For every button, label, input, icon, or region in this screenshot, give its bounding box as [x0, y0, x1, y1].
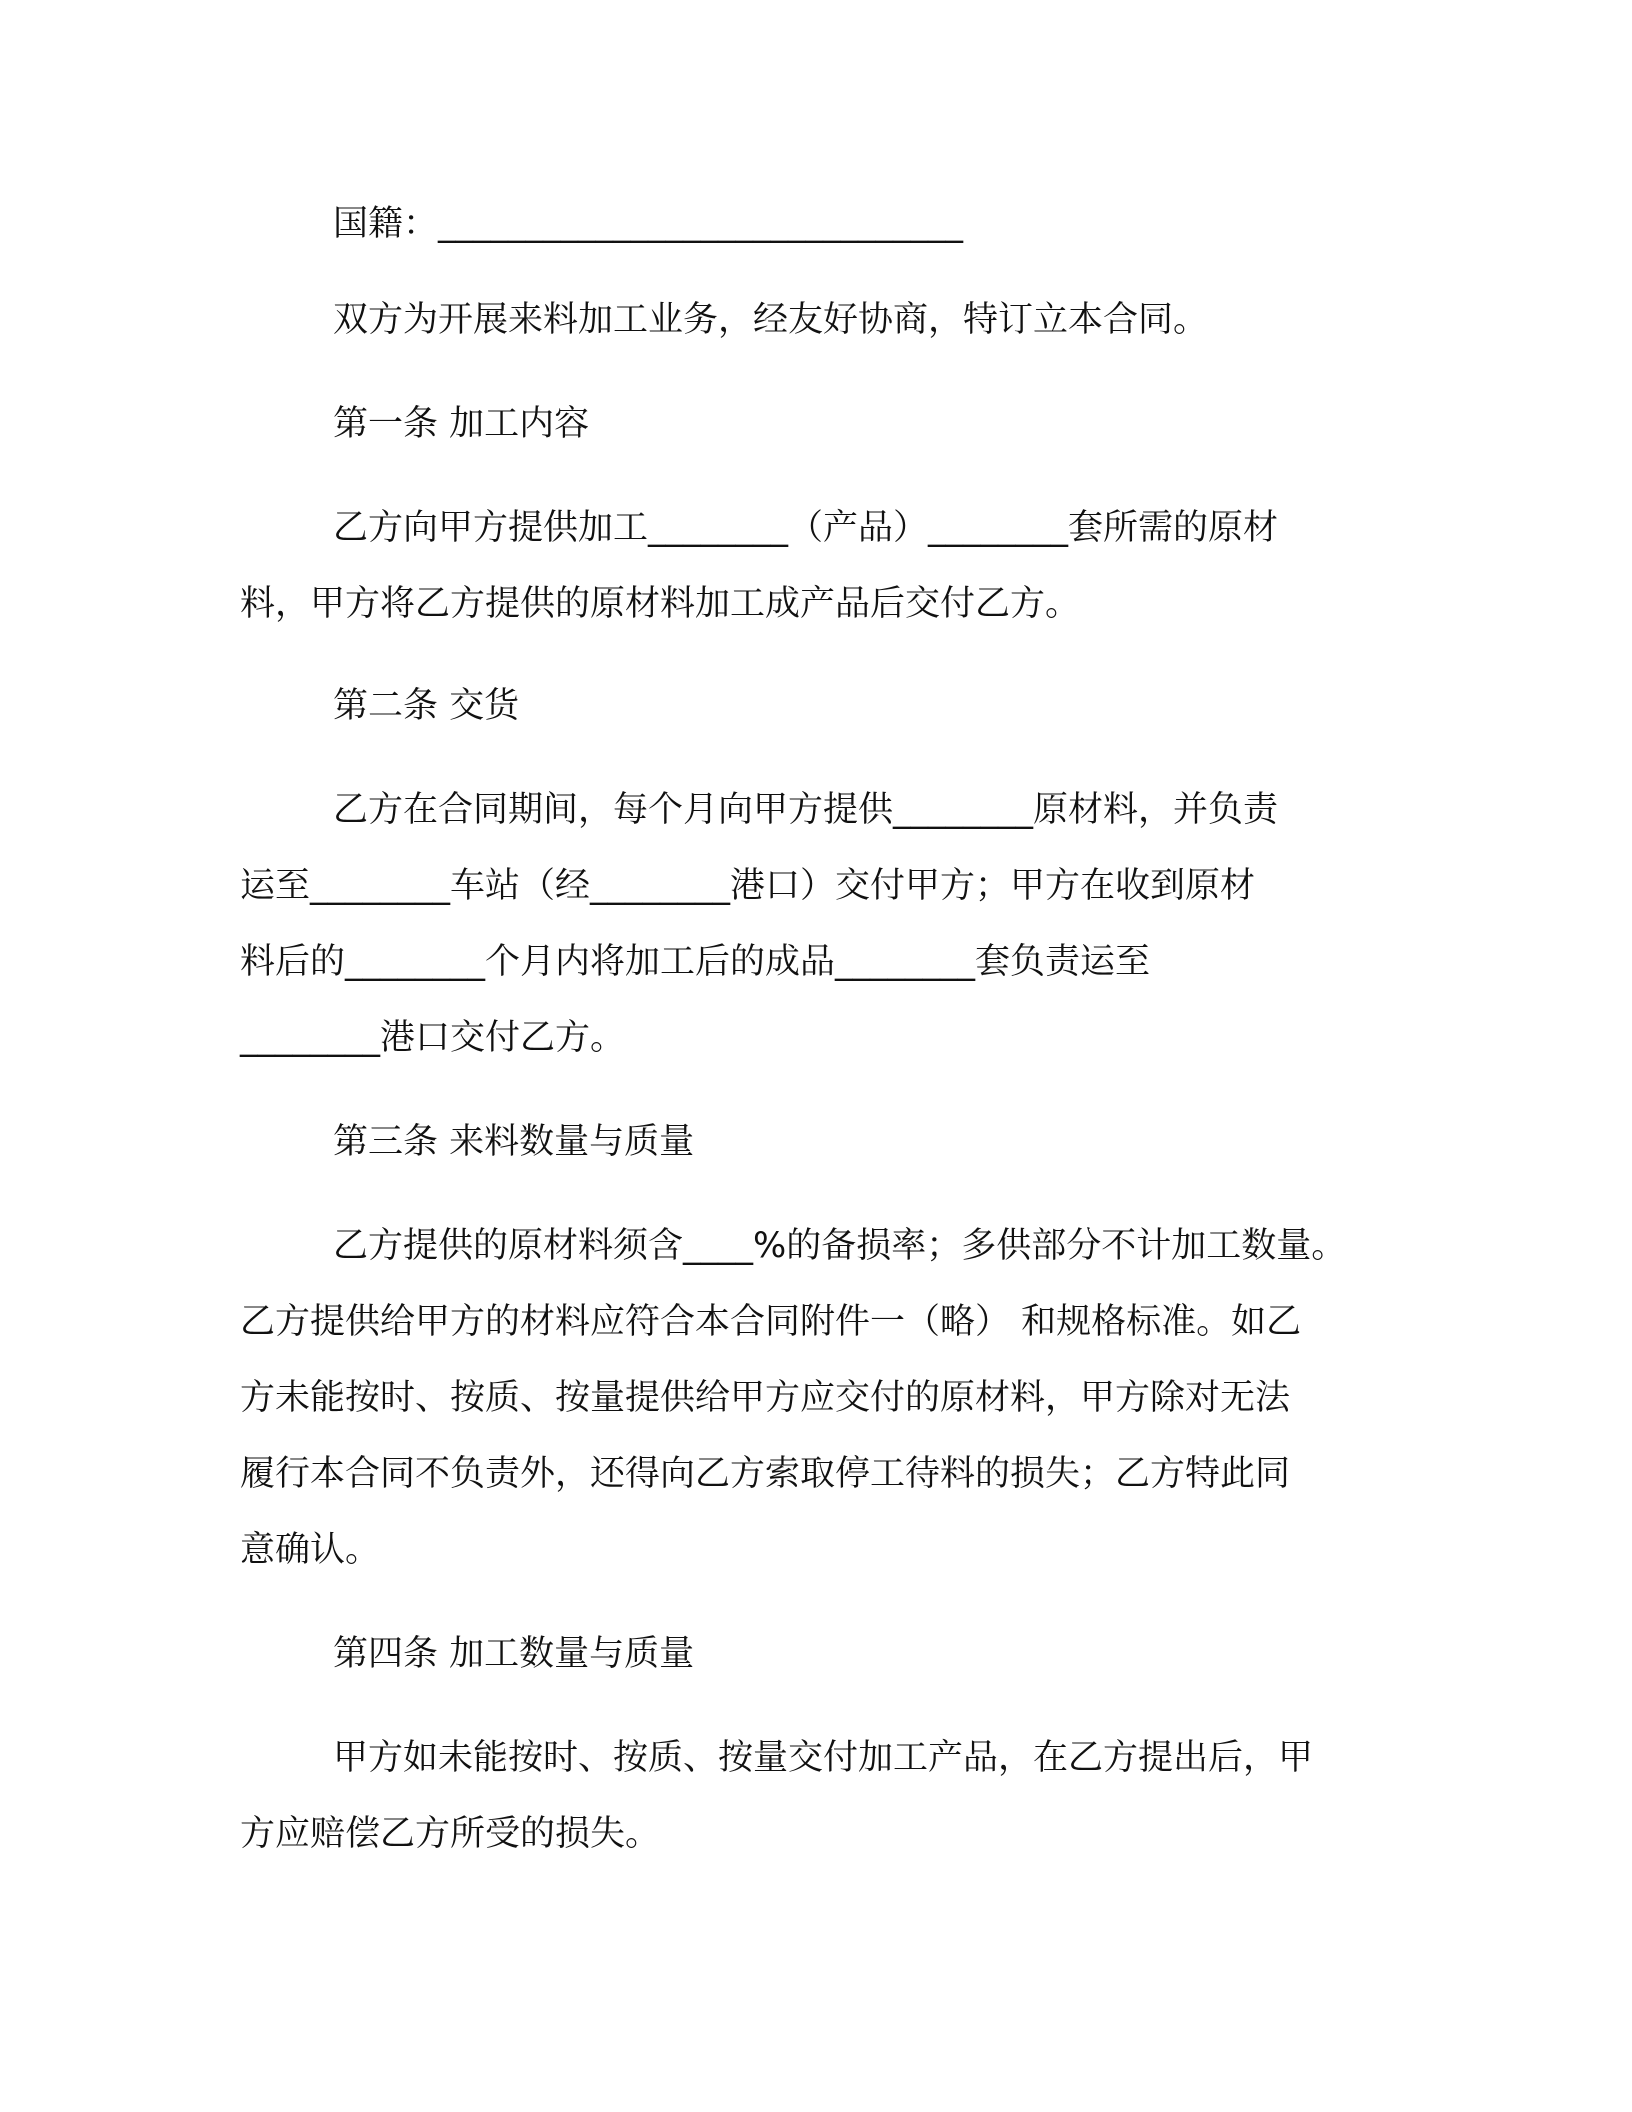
article-1-text-line-2: 料，甲方将乙方提供的原材料加工成产品后交付乙方。 — [240, 584, 1081, 624]
article-4-text-line-1: 甲方如未能按时、按质、按量交付加工产品，在乙方提出后，甲 — [333, 1738, 1314, 1778]
article-4-heading: 第四条 加工数量与质量 — [333, 1634, 695, 1674]
article-2-heading: 第二条 交货 — [333, 686, 520, 726]
article-1-text-line-1: 乙方向甲方提供加工________（产品）________套所需的原材 — [333, 508, 1279, 548]
article-3-text-line-4: 履行本合同不负责外，还得向乙方索取停工待料的损失；乙方特此同 — [240, 1454, 1291, 1494]
article-3-heading: 第三条 来料数量与质量 — [333, 1122, 695, 1162]
article-2-text-line-1: 乙方在合同期间，每个月向甲方提供________原材料，并负责 — [333, 790, 1279, 830]
preamble-text: 双方为开展来料加工业务，经友好协商，特订立本合同。 — [333, 300, 1209, 340]
article-3-text-line-1: 乙方提供的原材料须含____%的备损率；多供部分不计加工数量。 — [333, 1226, 1347, 1266]
article-2-text-line-3: 料后的________个月内将加工后的成品________套负责运至 — [240, 942, 1151, 982]
article-3-text-line-3: 方未能按时、按质、按量提供给甲方应交付的原材料，甲方除对无法 — [240, 1378, 1291, 1418]
article-2-text-line-4: ________港口交付乙方。 — [240, 1018, 626, 1058]
article-1-heading: 第一条 加工内容 — [333, 404, 590, 444]
article-4-text-line-2: 方应赔偿乙方所受的损失。 — [240, 1814, 661, 1854]
article-3-text-line-5: 意确认。 — [240, 1530, 381, 1570]
article-2-text-line-2: 运至________车站（经________港口）交付甲方；甲方在收到原材 — [240, 866, 1256, 906]
nationality-field-line: 国籍：______________________________ — [333, 204, 964, 244]
article-3-text-line-2: 乙方提供给甲方的材料应符合本合同附件一（略） 和规格标准。如乙 — [240, 1302, 1302, 1342]
